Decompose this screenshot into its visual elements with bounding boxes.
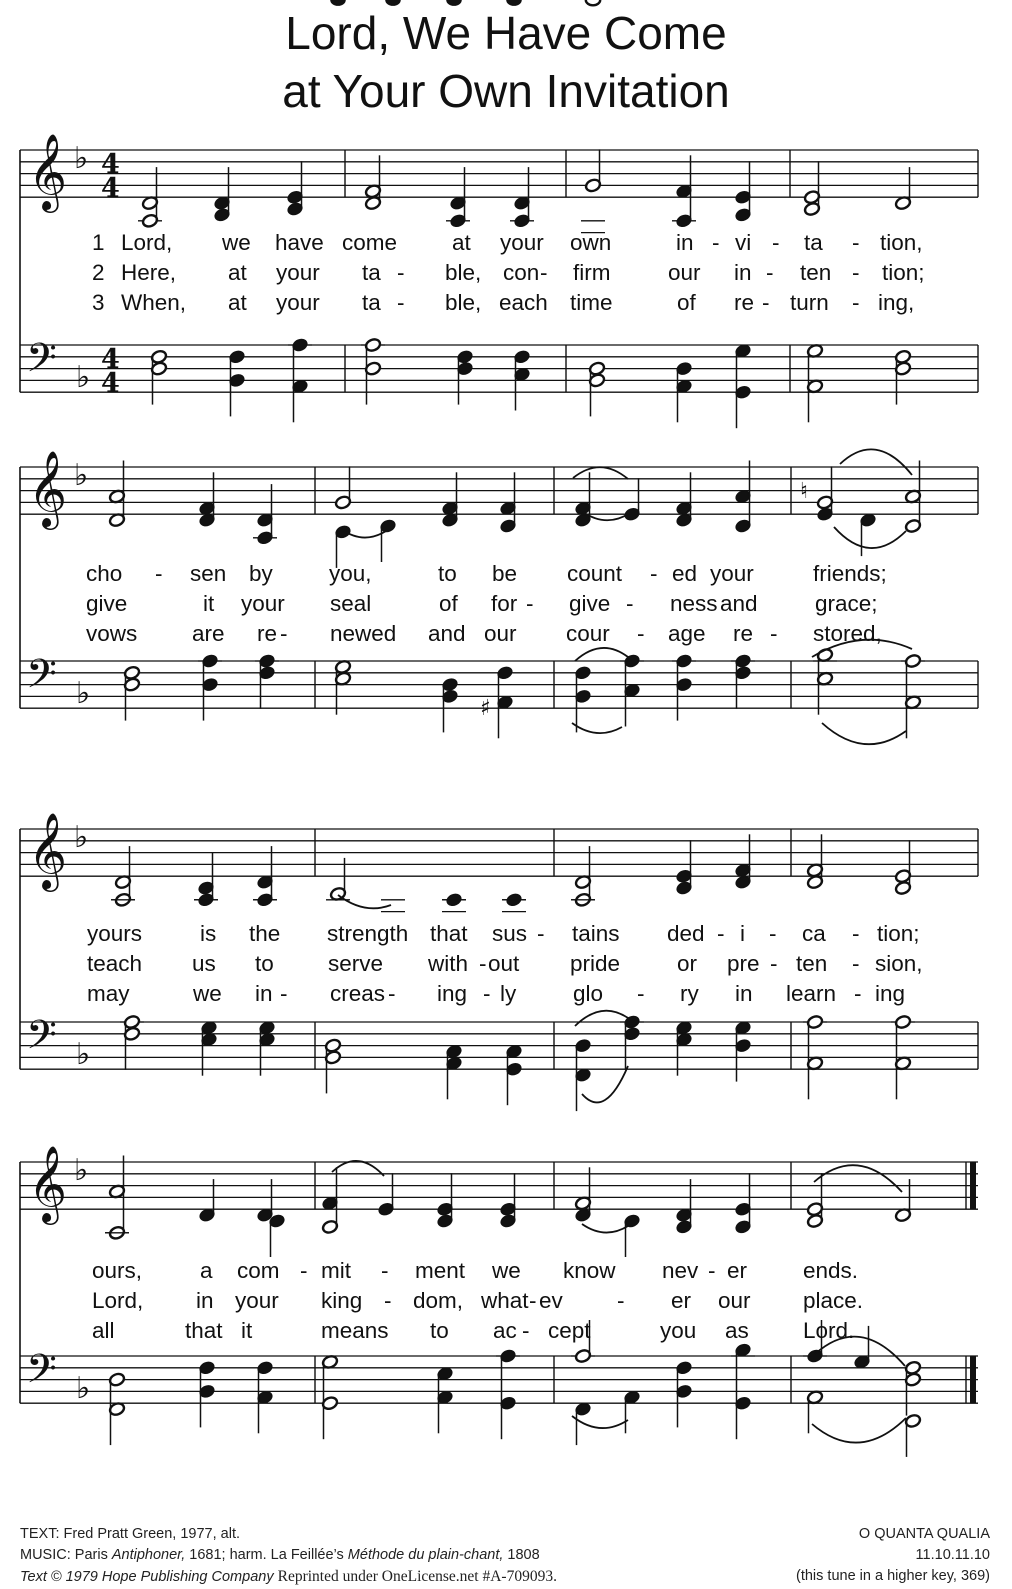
treble-clef: 𝄞 <box>28 812 68 889</box>
lyric-syllable: con <box>503 260 540 285</box>
note-head <box>447 0 461 5</box>
note-head <box>586 0 600 5</box>
slur <box>573 467 628 479</box>
lyric-hyphen: - <box>762 290 770 315</box>
lyric-syllable: nev <box>662 1258 699 1283</box>
flat-sign: ♭ <box>76 1371 91 1406</box>
lyric-syllable: at <box>228 260 247 285</box>
music-credit <box>20 1546 540 1565</box>
lyric-hyphen: - <box>397 290 405 315</box>
natural-sign: ♮ <box>800 479 808 504</box>
lyric-syllable: we <box>222 230 251 255</box>
text-credit <box>20 1525 240 1544</box>
lyric-syllable: to <box>438 561 457 586</box>
text-credit-label: TEXT: <box>20 1526 60 1542</box>
lyric-syllable: grace; <box>815 591 878 616</box>
lyric-syllable: 1 <box>92 230 105 255</box>
lyric-syllable: ten <box>796 951 828 976</box>
lyric-hyphen: - <box>770 621 778 646</box>
lyric-syllable: your <box>241 591 285 616</box>
lyric-syllable: know <box>563 1258 616 1283</box>
lyric-syllable: sen <box>190 561 227 586</box>
flat-sign: ♭ <box>76 360 91 395</box>
lyric-syllable: ours, <box>92 1258 143 1283</box>
lyric-syllable: ac <box>493 1318 517 1343</box>
lyric-hyphen: - <box>626 591 634 616</box>
lyric-line-s3-v3 <box>0 979 1012 1009</box>
lyric-syllable: at <box>228 290 247 315</box>
lyric-syllable: your <box>710 561 754 586</box>
lyric-hyphen: - <box>852 260 860 285</box>
lyric-hyphen: - <box>280 981 288 1006</box>
lyric-hyphen: - <box>650 561 658 586</box>
lyric-syllable: ry <box>680 981 699 1006</box>
lyric-syllable: ing, <box>878 290 915 315</box>
lyric-syllable: com <box>237 1258 280 1283</box>
lyric-syllable: you <box>660 1318 697 1343</box>
lyric-syllable: with <box>428 951 469 976</box>
lyric-hyphen: - <box>388 981 396 1006</box>
slur <box>840 449 912 475</box>
bass-clef: 𝄢 <box>26 1346 57 1402</box>
lyric-syllable: a <box>200 1258 213 1283</box>
slur <box>814 1165 902 1192</box>
lyric-syllable: count <box>567 561 623 586</box>
lyric-syllable: your <box>500 230 544 255</box>
lyric-syllable: ta <box>362 260 381 285</box>
lyric-syllable: cho <box>86 561 123 586</box>
lyric-syllable: and <box>720 591 758 616</box>
lyric-syllable: what <box>481 1288 529 1313</box>
lyric-syllable: re <box>734 290 755 315</box>
lyric-syllable: may <box>87 981 130 1006</box>
lyric-line-s2-v1 <box>0 559 1012 589</box>
lyric-syllable: ca <box>802 921 826 946</box>
lyric-syllable: ev <box>539 1288 563 1313</box>
bass-clef: 𝄢 <box>26 335 57 391</box>
lyric-syllable: have <box>275 230 324 255</box>
lyric-syllable: ta <box>362 290 381 315</box>
lyric-syllable: tains <box>572 921 620 946</box>
lyric-hyphen: - <box>617 1288 625 1313</box>
lyric-syllable: of <box>439 591 458 616</box>
lyric-syllable: turn <box>790 290 829 315</box>
lyric-syllable: be <box>492 561 518 586</box>
sharp-sign: ♯ <box>480 696 491 721</box>
lyric-hyphen: - <box>483 981 491 1006</box>
flat-sign: ♭ <box>74 1153 89 1188</box>
lyric-syllable: as <box>725 1318 749 1343</box>
lyric-syllable: your <box>276 290 320 315</box>
lyric-syllable: Lord. <box>803 1318 855 1343</box>
lyric-syllable: at <box>452 230 471 255</box>
lyric-hyphen: - <box>280 621 288 646</box>
hymn-title-line-2: at Your Own Invitation <box>282 65 730 117</box>
lyric-hyphen: - <box>852 921 860 946</box>
lyric-line-s3-v2 <box>0 949 1012 979</box>
lyric-syllable: ing <box>875 981 906 1006</box>
bass-clef: 𝄢 <box>26 1012 57 1068</box>
lyric-syllable: it <box>241 1318 253 1343</box>
tune-name: O QUANTA QUALIA <box>858 1526 990 1542</box>
lyric-syllable: ends. <box>803 1258 859 1283</box>
lyric-syllable: yours <box>87 921 143 946</box>
lyric-syllable: sus <box>492 921 528 946</box>
lyric-syllable: are <box>192 621 225 646</box>
lyric-line-s4-v3 <box>0 1316 1012 1346</box>
flat-sign: ♭ <box>74 141 89 176</box>
text-credit-value: Fred Pratt Green, 1977, alt. <box>63 1526 241 1542</box>
lyric-syllable: ta <box>804 230 823 255</box>
lyric-hyphen: - <box>537 921 545 946</box>
lyric-hyphen: - <box>540 260 548 285</box>
lyric-line-s2-v3 <box>0 619 1012 649</box>
lyric-hyphen: - <box>854 981 862 1006</box>
flat-sign: ♭ <box>76 676 91 711</box>
lyric-syllable: pre <box>727 951 760 976</box>
lyric-hyphen: - <box>717 921 725 946</box>
lyric-syllable: and <box>428 621 466 646</box>
lyric-syllable: ten <box>800 260 832 285</box>
lyric-syllable: vows <box>86 621 138 646</box>
lyric-hyphen: - <box>766 260 774 285</box>
lyric-syllable: time <box>570 290 613 315</box>
music-credit-d: Méthode du plain-chant, <box>347 1547 504 1563</box>
lyric-syllable: teach <box>87 951 143 976</box>
treble-clef: 𝄞 <box>28 1145 68 1222</box>
lyric-syllable: re <box>257 621 278 646</box>
lyric-syllable: When, <box>121 290 187 315</box>
lyric-syllable: own <box>570 230 612 255</box>
note-head <box>507 0 521 5</box>
lyric-syllable: age <box>668 621 706 646</box>
hymn-title-line-1: Lord, We Have Come <box>285 7 727 59</box>
lyric-syllable: place. <box>803 1288 864 1313</box>
treble-clef: 𝄞 <box>28 133 68 210</box>
reprint-notice: Reprinted under OneLicense.net #A-709093. <box>277 1568 557 1585</box>
lyric-syllable: each <box>499 290 548 315</box>
lyric-syllable: it <box>203 591 215 616</box>
lyric-syllable: tion; <box>877 921 920 946</box>
lyric-syllable: for <box>491 591 518 616</box>
lyric-hyphen: - <box>637 621 645 646</box>
lyric-syllable: strength <box>327 921 409 946</box>
lyric-line-s4-v2 <box>0 1286 1012 1316</box>
music-credit-e: 1808 <box>507 1547 540 1563</box>
lyric-syllable: give <box>569 591 611 616</box>
flat-sign: ♭ <box>76 1037 91 1072</box>
lyric-syllable: vi <box>735 230 752 255</box>
lyric-line-s1-v1 <box>0 228 1012 258</box>
lyric-syllable: in <box>735 981 753 1006</box>
lyric-syllable: firm <box>573 260 611 285</box>
lyric-hyphen: - <box>384 1288 392 1313</box>
lyric-syllable: tion, <box>880 230 923 255</box>
tune-note: (this tune in a higher key, 369) <box>796 1568 990 1584</box>
lyric-hyphen: - <box>770 951 778 976</box>
lyric-syllable: in <box>255 981 273 1006</box>
time-signature-bottom: 4 <box>101 368 120 399</box>
lyric-hyphen: - <box>852 230 860 255</box>
lyric-syllable: you, <box>329 561 372 586</box>
lyric-syllable: we <box>492 1258 521 1283</box>
lyric-hyphen: - <box>522 1318 530 1343</box>
lyric-syllable: er <box>727 1258 748 1283</box>
lyric-line-s1-v2 <box>0 258 1012 288</box>
lyric-syllable: re <box>733 621 754 646</box>
lyric-hyphen: - <box>708 1258 716 1283</box>
lyric-syllable: sion, <box>875 951 923 976</box>
lyric-syllable: come <box>342 230 398 255</box>
lyric-hyphen: - <box>479 951 487 976</box>
lyric-syllable: our <box>484 621 517 646</box>
lyric-syllable: i <box>740 921 745 946</box>
lyric-hyphen: - <box>381 1258 389 1283</box>
lyric-syllable: to <box>255 951 274 976</box>
lyric-syllable: Lord, <box>92 1288 144 1313</box>
lyric-syllable: in <box>734 260 752 285</box>
meter: 11.10.11.10 <box>915 1547 990 1563</box>
lyric-syllable: us <box>192 951 216 976</box>
lyric-syllable: ment <box>415 1258 466 1283</box>
lyric-hyphen: - <box>155 561 163 586</box>
final-bar <box>970 1356 976 1403</box>
flat-sign: ♭ <box>74 458 89 493</box>
time-signature-top: 4 <box>101 149 120 180</box>
slur <box>575 1011 628 1026</box>
lyric-syllable: newed <box>330 621 397 646</box>
lyric-syllable: stored, <box>813 621 882 646</box>
time-signature-bottom: 4 <box>101 173 120 204</box>
lyric-syllable: Lord, <box>121 230 173 255</box>
lyric-syllable: glo <box>573 981 604 1006</box>
lyric-syllable: means <box>321 1318 389 1343</box>
lyric-hyphen: - <box>637 981 645 1006</box>
lyric-line-s2-v2 <box>0 589 1012 619</box>
lyric-hyphen: - <box>300 1258 308 1283</box>
lyric-syllable: that <box>430 921 468 946</box>
lyric-syllable: 3 <box>92 290 105 315</box>
music-credit-b: Antiphoner, <box>111 1547 186 1563</box>
lyric-syllable: ble, <box>445 290 482 315</box>
lyric-syllable: serve <box>328 951 384 976</box>
lyric-syllable: learn <box>786 981 837 1006</box>
copyright-line <box>20 1567 557 1587</box>
music-credit-label: MUSIC: <box>20 1547 71 1563</box>
lyric-hyphen: - <box>529 1288 537 1313</box>
lyric-syllable: or <box>677 951 698 976</box>
lyric-line-s4-v1 <box>0 1256 1012 1286</box>
lyric-syllable: all <box>92 1318 115 1343</box>
lyric-syllable: tion; <box>882 260 925 285</box>
note-head <box>331 0 345 5</box>
bass-clef: 𝄢 <box>26 651 57 707</box>
final-bar <box>970 1162 976 1209</box>
lyric-syllable: our <box>718 1288 751 1313</box>
lyric-syllable: that <box>185 1318 223 1343</box>
lyric-syllable: cour <box>566 621 610 646</box>
slur <box>834 527 906 548</box>
lyric-syllable: your <box>276 260 320 285</box>
lyric-syllable: 2 <box>92 260 105 285</box>
lyric-syllable: of <box>677 290 696 315</box>
lyric-syllable: ble, <box>445 260 482 285</box>
lyric-line-s3-v1 <box>0 919 1012 949</box>
treble-clef: 𝄞 <box>28 450 68 527</box>
lyric-syllable: ed <box>672 561 698 586</box>
lyric-syllable: friends; <box>813 561 887 586</box>
note-head <box>386 0 400 5</box>
lyric-syllable: ing <box>437 981 468 1006</box>
lyric-hyphen: - <box>852 290 860 315</box>
lyric-hyphen: - <box>852 951 860 976</box>
slur <box>572 723 622 733</box>
lyric-syllable: seal <box>330 591 372 616</box>
lyric-hyphen: - <box>772 230 780 255</box>
lyric-syllable: to <box>430 1318 449 1343</box>
time-signature-top: 4 <box>101 344 120 375</box>
lyric-syllable: in <box>196 1288 214 1313</box>
lyric-hyphen: - <box>526 591 534 616</box>
lyric-syllable: er <box>671 1288 692 1313</box>
lyric-syllable: king <box>321 1288 363 1313</box>
copyright-notice: Text © 1979 Hope Publishing Company <box>20 1569 274 1585</box>
lyric-syllable: give <box>86 591 128 616</box>
lyric-syllable: by <box>249 561 273 586</box>
music-credit-c: 1681; harm. La Feillée’s <box>189 1547 344 1563</box>
lyric-syllable: mit <box>321 1258 351 1283</box>
flat-sign: ♭ <box>74 820 89 855</box>
lyric-hyphen: - <box>397 260 405 285</box>
lyric-syllable: cept <box>548 1318 591 1343</box>
lyric-syllable: in <box>676 230 694 255</box>
slur <box>575 648 628 661</box>
lyric-syllable: ded <box>667 921 705 946</box>
slur <box>582 1224 628 1233</box>
lyric-syllable: pride <box>570 951 621 976</box>
lyric-syllable: is <box>200 921 217 946</box>
lyric-hyphen: - <box>712 230 720 255</box>
lyric-syllable: we <box>193 981 222 1006</box>
lyric-syllable: the <box>249 921 281 946</box>
lyric-syllable: ness <box>670 591 718 616</box>
lyric-syllable: Here, <box>121 260 177 285</box>
lyric-syllable: ly <box>500 981 517 1006</box>
slur <box>572 1416 628 1428</box>
lyric-syllable: our <box>668 260 701 285</box>
slur <box>338 895 391 908</box>
music-credit-a: Paris <box>74 1547 108 1563</box>
slur <box>822 723 906 744</box>
lyric-line-s1-v3 <box>0 288 1012 318</box>
lyric-hyphen: - <box>769 921 777 946</box>
lyric-syllable: out <box>488 951 520 976</box>
slur <box>812 1418 906 1443</box>
lyric-syllable: creas <box>330 981 386 1006</box>
lyric-syllable: your <box>235 1288 279 1313</box>
lyric-syllable: dom, <box>413 1288 464 1313</box>
